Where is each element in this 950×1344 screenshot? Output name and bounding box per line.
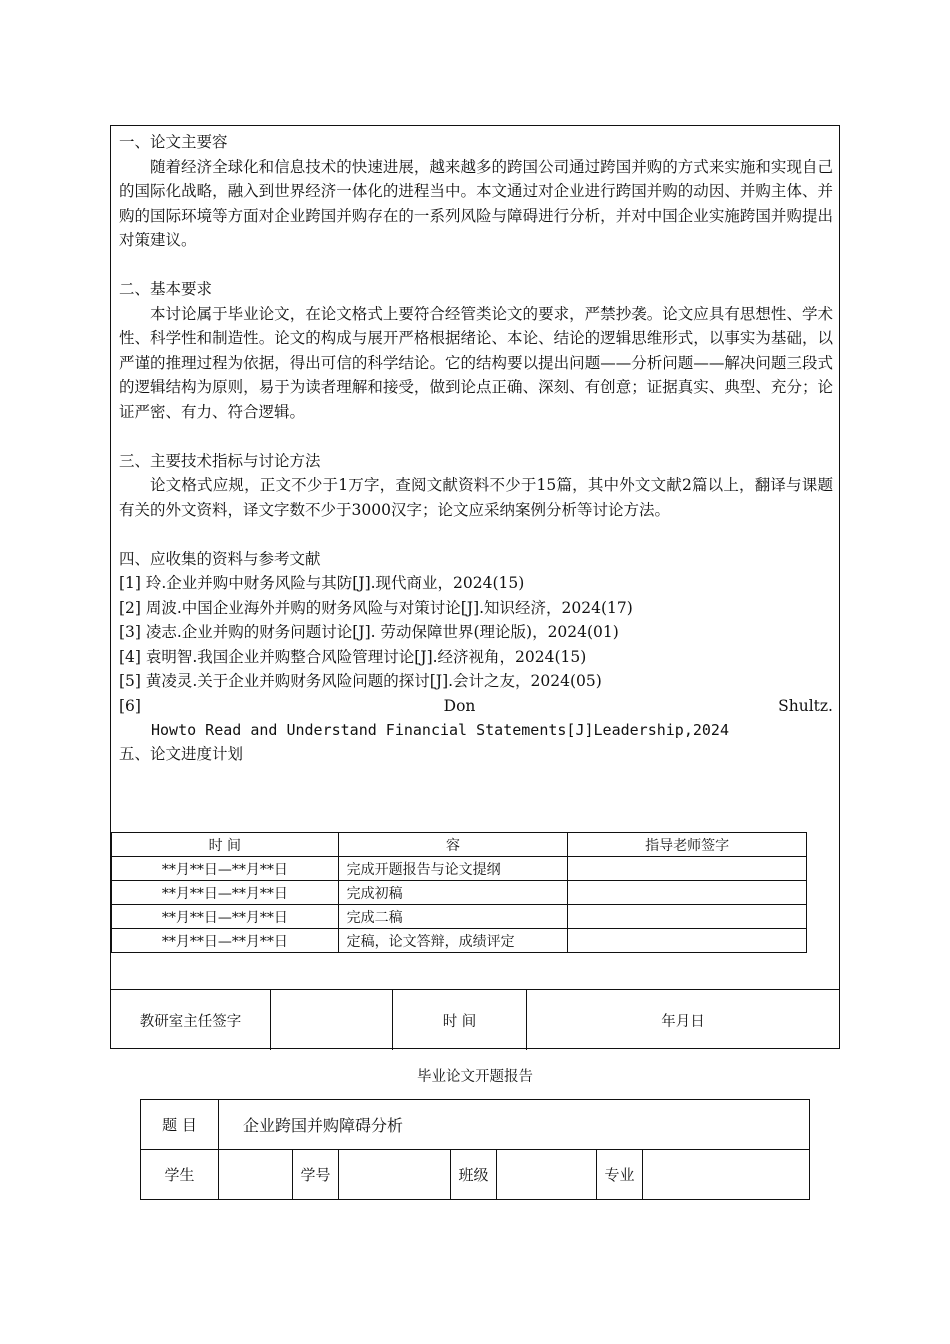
plan-time: **月**日—**月**日 <box>112 881 339 905</box>
reference-6-title: Howto Read and Understand Financial Statements[J]Leadership,2024 <box>151 721 729 739</box>
reference-5: [5] 黄凌灵.关于企业并购财务风险问题的探讨[J].会计之友，2024(05) <box>119 672 602 690</box>
plan-signature <box>568 929 807 953</box>
plan-signature <box>568 905 807 929</box>
table-row <box>112 929 807 953</box>
header-advisor-signature: 指导老师签字 <box>568 833 807 857</box>
reference-2: [2] 周波.中国企业海外并购的财务风险与对策讨论[J].知识经济，2024(17) <box>119 598 633 617</box>
director-signature-field[interactable] <box>271 990 393 1050</box>
reference-4: [4] 袁明智.我国企业并购整合风险管理讨论[J].经济视角，2024(15) <box>119 647 587 666</box>
student-id-field[interactable] <box>339 1150 451 1199</box>
director-signature-row <box>111 989 839 1050</box>
title-label: 题 目 <box>141 1100 219 1149</box>
signature-date: 年月日 <box>661 1013 705 1030</box>
director-signature-label: 教研室主任签字 <box>111 990 271 1050</box>
plan-task: 完成二稿 <box>338 905 568 929</box>
plan-time: **月**日—**月**日 <box>112 905 339 929</box>
student-id-label: 学号 <box>293 1150 339 1199</box>
class-field[interactable] <box>497 1150 597 1199</box>
title-value: 企业跨国并购障碍分析 <box>243 1116 404 1135</box>
report-info-table <box>140 1099 810 1200</box>
section-5-title: 五、论文进度计划 <box>119 744 244 763</box>
header-content: 容 <box>338 833 568 857</box>
plan-signature <box>568 881 807 905</box>
reference-1: [1] 玲.企业并购中财务风险与其防[J].现代商业，2024(15) <box>119 574 525 592</box>
reference-6 <box>119 694 833 719</box>
table-row <box>112 905 807 929</box>
plan-task: 定稿，论文答辩，成绩评定 <box>338 929 568 953</box>
report-title-row <box>141 1100 809 1150</box>
section-1-title: 一、论文主要容 <box>119 133 228 151</box>
plan-time: **月**日—**月**日 <box>112 857 339 881</box>
plan-time: **月**日—**月**日 <box>112 929 339 953</box>
progress-plan-table <box>111 832 807 953</box>
plan-task: 完成开题报告与论文提纲 <box>338 857 568 881</box>
report-student-row <box>141 1150 809 1199</box>
student-field[interactable] <box>219 1150 293 1199</box>
plan-signature <box>568 857 807 881</box>
proposal-frame <box>110 125 840 1049</box>
plan-task: 完成初稿 <box>338 881 568 905</box>
proposal-content <box>119 130 833 765</box>
table-row <box>112 857 807 881</box>
section-2-title: 二、基本要求 <box>119 280 213 298</box>
section-2-body: 本讨论属于毕业论文，在论文格式上要符合经管类论文的要求，严禁抄袭。论文应具有思想性、学术性、科学性和制造性。论文的构成与展开严格根据绪论、本论、结论的逻辑思维形式，以事实为基础，以严谨的推理过程为依据，得出可信的科学结论。它的结构要以提出问题——分析问题——解决问题三段式的逻辑结构为原则，易于为读者理解和接受，做到论点正确、深刻、有创意；证据真实、典型、充分；论证严密、有力、符合逻辑。 <box>119 304 833 421</box>
table-row <box>112 881 807 905</box>
major-label: 专业 <box>597 1150 643 1199</box>
header-time: 时 间 <box>112 833 339 857</box>
reference-6-author-first: Don <box>443 696 476 715</box>
class-label: 班级 <box>451 1150 497 1199</box>
table-header-row <box>112 833 807 857</box>
report-caption: 毕业论文开题报告 <box>417 1069 533 1085</box>
section-4-title: 四、应收集的资料与参考文献 <box>119 549 321 568</box>
section-1-body: 随着经济全球化和信息技术的快速进展，越来越多的跨国公司通过跨国并购的方式来实施和实现自己的国际化战略，融入到世界经济一体化的进程当中。本文通过对企业进行跨国并购的动因、并购主体、并购的国际环境等方面对企业跨国并购存在的一系列风险与障碍进行分析，并对中国企业实施跨国并购提出对策建议。 <box>119 157 833 249</box>
section-3-body: 论文格式应规，正文不少于1万字，查阅文献资料不少于15篇，其中外文文献2篇以上，翻译与课题有关的外文资料，译文字数不少于3000汉字；论文应采纳案例分析等讨论方法。 <box>119 476 833 519</box>
major-field[interactable] <box>643 1150 809 1199</box>
reference-6-author-last: Shultz. <box>778 696 833 715</box>
section-3-title: 三、主要技术指标与讨论方法 <box>119 451 321 470</box>
signature-time-label: 时 间 <box>393 990 527 1050</box>
student-label: 学生 <box>141 1150 219 1199</box>
reference-3: [3] 凌志.企业并购的财务问题讨论[J]. 劳动保障世界(理论版)，2024(01) <box>119 623 619 641</box>
reference-6-number: [6] <box>119 696 141 715</box>
